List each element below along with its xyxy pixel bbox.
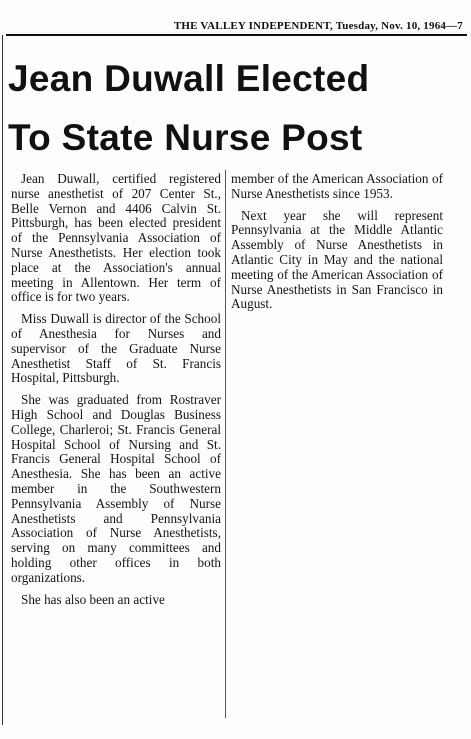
article-left-column bbox=[11, 172, 221, 614]
headline-line-2: To State Nurse Post bbox=[8, 117, 363, 158]
clipping-left-edge bbox=[2, 35, 3, 725]
masthead: THE VALLEY INDEPENDENT, Tuesday, Nov. 10, 1964—7 bbox=[173, 20, 463, 32]
article-paragraph: Next year she will represent Pennsylvania at the Middle Atlantic Assembly of Nurse Anesthetists in Atlantic City in May and the national meeting of the American Association of Nurse Anesthetists in San Francisco in August. bbox=[231, 207, 443, 312]
article-right-column bbox=[231, 172, 443, 319]
article-paragraph: member of the American Association of Nurse Anesthetists since 1953. bbox=[231, 171, 443, 201]
article-paragraph: She has also been an active bbox=[21, 591, 165, 607]
masthead-rule bbox=[6, 34, 467, 36]
article-paragraph: Miss Duwall is director of the School of Anesthesia for Nurses and supervisor of the Graduate Nurse Anesthetist Staff of St. Francis Hospital, Pittsburgh. bbox=[11, 311, 221, 386]
article-paragraph: Jean Duwall, certified registered nurse anesthetist of 207 Center St., Belle Vernon and 4406 Calvin St. Pittsburgh, has been elected president of the Pennsylvania Association of Nurse Anesthetists. Her election took place at the Association's annual meeting in Allentown. Her term of office is for two years. bbox=[11, 171, 221, 305]
headline-line-1: Jean Duwall Elected bbox=[8, 58, 370, 99]
column-divider bbox=[225, 170, 226, 718]
article-paragraph: She was graduated from Rostraver High School and Douglas Business College, Charleroi; St. Francis General Hospital School of Nursing and St. Francis General Hospital School of Anesthesia. She has been an active member in the Southwestern Pennsylvania Assembly of Nurse Anesthetists and Pennsylvania Association of Nurse Anesthetists, serving on many committees and holding other offices in both organizations. bbox=[11, 392, 221, 585]
